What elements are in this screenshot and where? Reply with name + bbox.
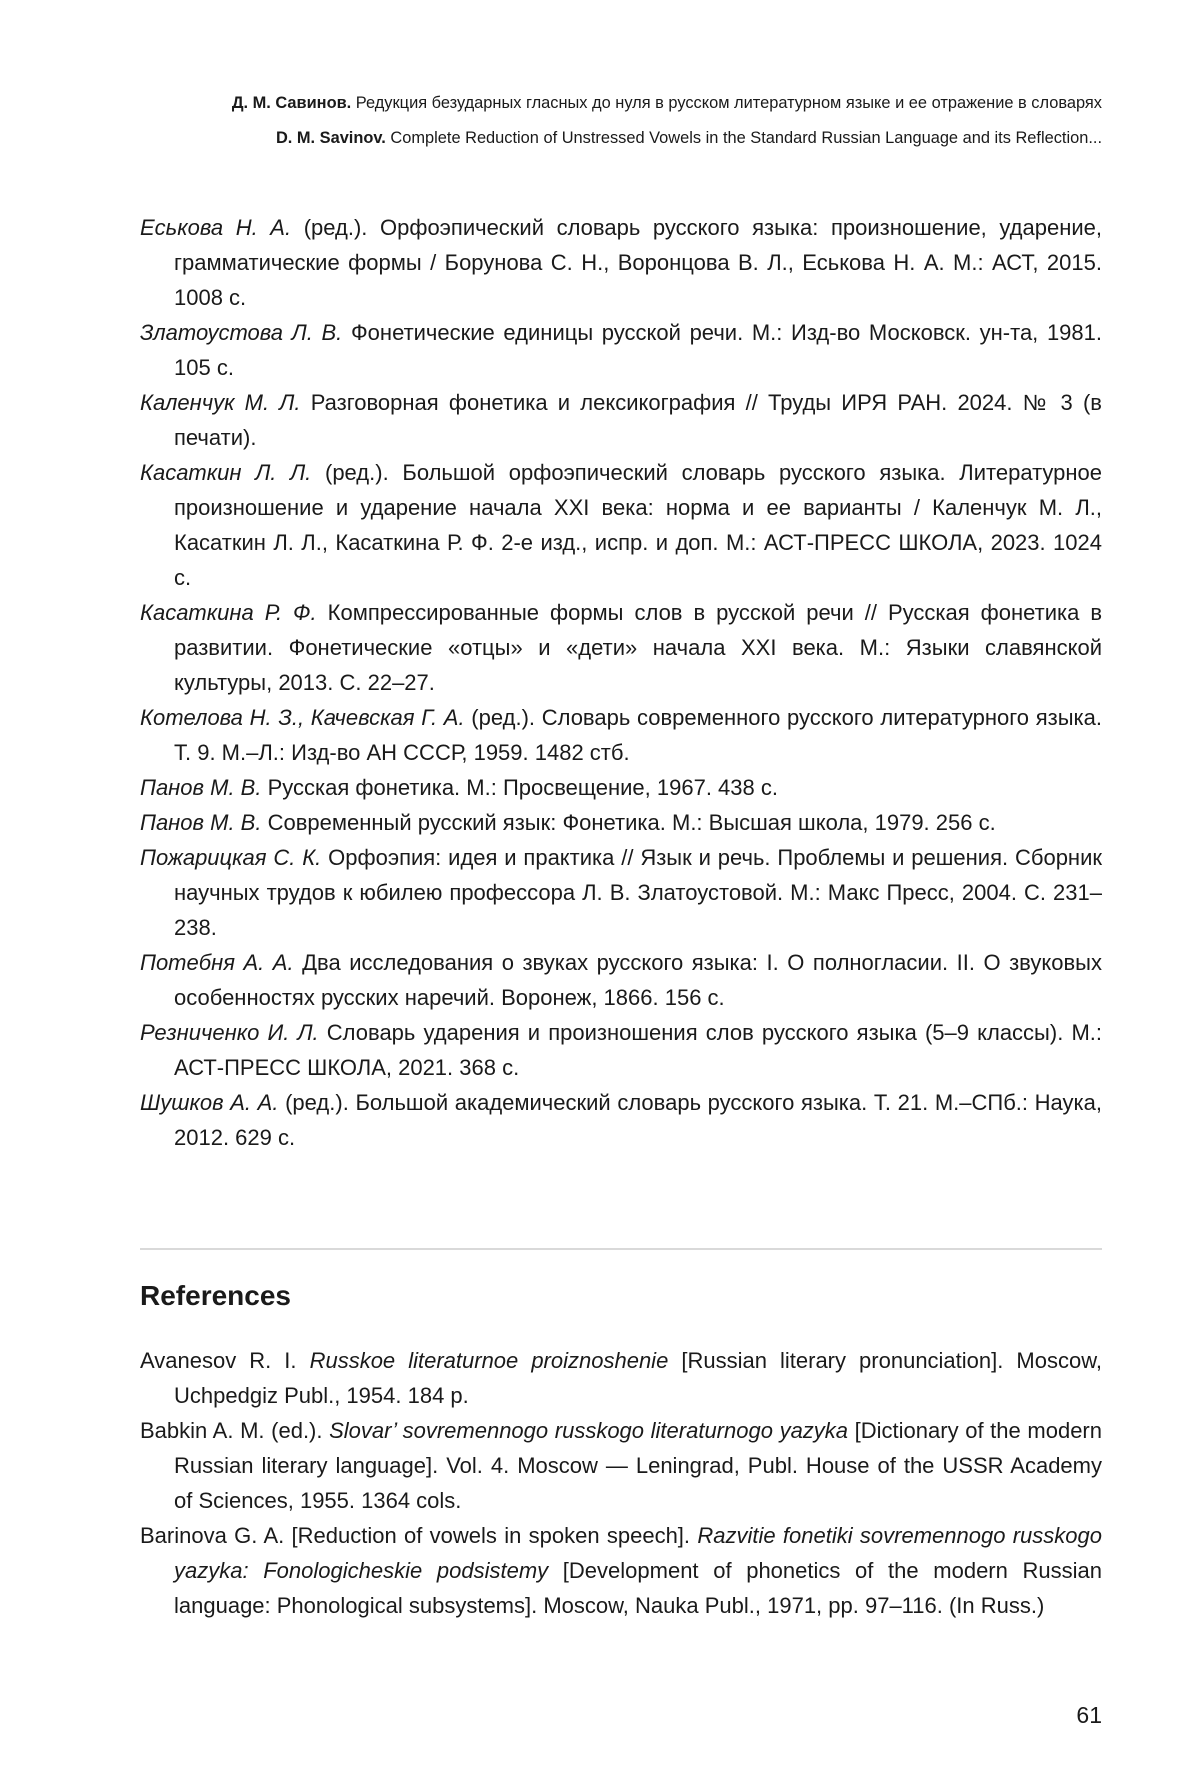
reference-entry — [140, 1518, 1102, 1623]
bibliography-entry — [140, 455, 1102, 595]
bibliography-entry — [140, 840, 1102, 945]
section-divider — [140, 1248, 1102, 1250]
entry-author: Панов М. В. — [140, 810, 262, 835]
references-list — [140, 1343, 1102, 1623]
running-head-title-ru: Редукция безударных гласных до нуля в русском литературном языке и ее отражение в словарях — [355, 94, 1102, 112]
entry-author: Резниченко И. Л. — [140, 1020, 319, 1045]
running-head-author-ru: Д. М. Савинов. — [231, 94, 352, 112]
entry-text: Русская фонетика. М.: Просвещение, 1967. 438 с. — [261, 775, 778, 800]
bibliography-list — [140, 210, 1102, 1155]
entry-text: (ред.). Словарь современного русского литературного языка. Т. 9. М.–Л.: Изд-во АН СССР, 1959. 1482 стб. — [174, 705, 1103, 765]
reference-entry — [140, 1413, 1102, 1518]
entry-author: Касаткин Л. Л. — [140, 460, 312, 485]
reference-title: Slovar’ sovremennogo russkogo literaturnogo yazyka — [329, 1418, 849, 1443]
reference-lead: Avanesov R. I. — [140, 1348, 310, 1373]
entry-author: Касаткина Р. Ф. — [140, 600, 317, 625]
reference-lead: Babkin A. M. (ed.). — [140, 1418, 330, 1443]
reference-title: Razvitie fonetiki sovremennogo russkogo yazyka: Fonologicheskie podsistemy — [174, 1523, 1103, 1583]
entry-text: Разговорная фонетика и лексикография // Труды ИРЯ РАН. 2024. № 3 (в печати). — [174, 390, 1102, 450]
entry-text: Современный русский язык: Фонетика. М.: Высшая школа, 1979. 256 с. — [261, 810, 996, 835]
reference-details: [Dictionary of the modern Russian literary language]. Vol. 4. Moscow — Leningrad, Publ. House of the USSR Academy of Sciences, 1955. 1364 cols. — [174, 1418, 1102, 1513]
entry-text: Компрессированные формы слов в русской речи // Русская фонетика в развитии. Фонетические «отцы» и «дети» начала XXI века. М.: Языки славянской культуры, 2013. С. 22–27. — [174, 600, 1103, 695]
reference-lead: Barinova G. A. [Reduction of vowels in spoken speech]. — [140, 1523, 698, 1548]
entry-author: Пожарицкая С. К. — [140, 845, 322, 870]
bibliography-entry — [140, 210, 1102, 315]
reference-details: [Russian literary pronunciation]. Moscow, Uchpedgiz Publ., 1954. 184 p. — [174, 1348, 1102, 1408]
bibliography-entry — [140, 805, 1102, 840]
entry-author: Шушков А. А. — [140, 1090, 279, 1115]
references-heading: References — [140, 1280, 291, 1311]
entry-author: Котелова Н. З., Качевская Г. А. — [140, 705, 465, 730]
entry-author: Потебня А. А. — [140, 950, 294, 975]
entry-text: (ред.). Большой академический словарь русского языка. Т. 21. М.–СПб.: Наука, 2012. 629 с. — [174, 1090, 1102, 1150]
bibliography-entry — [140, 315, 1102, 385]
bibliography-entry — [140, 770, 1102, 805]
reference-details: [Development of phonetics of the modern Russian language: Phonological subsystems]. Moscow, Nauka Publ., 1971, pp. 97–116. (In Russ.) — [174, 1558, 1103, 1618]
bibliography-entry — [140, 595, 1102, 700]
entry-author: Панов М. В. — [140, 775, 262, 800]
entry-author: Еськова Н. А. — [140, 215, 292, 240]
entry-author: Каленчук М. Л. — [140, 390, 301, 415]
entry-text: (ред.). Орфоэпический словарь русского языка: произношение, ударение, грамматические формы / Борунова С. Н., Воронцова В. Л., Еськова Н. А. М.: АСТ, 2015. 1008 с. — [174, 215, 1102, 310]
bibliography-entry — [140, 700, 1102, 770]
entry-text: Словарь ударения и произношения слов русского языка (5–9 классы). М.: АСТ-ПРЕСС ШКОЛА, 2021. 368 с. — [174, 1020, 1102, 1080]
running-head — [140, 86, 1102, 156]
bibliography-entry — [140, 1015, 1102, 1085]
reference-entry — [140, 1343, 1102, 1413]
bibliography-entry — [140, 945, 1102, 1015]
bibliography-entry — [140, 1085, 1102, 1155]
entry-text: Два исследования о звуках русского языка: I. О полногласии. II. О звуковых особенностях русских наречий. Воронеж, 1866. 156 с. — [174, 950, 1102, 1010]
bibliography-entry — [140, 385, 1102, 455]
entry-text: (ред.). Большой орфоэпический словарь русского языка. Литературное произношение и ударение начала XXI века: норма и ее варианты / Каленчук М. Л., Касаткин Л. Л., Касаткина Р. Ф. 2-е изд., испр. и доп. М.: АСТ-ПРЕСС ШКОЛА, 2023. 1024 с. — [174, 460, 1102, 590]
page-number: 61 — [1076, 1702, 1102, 1728]
running-head-author-en: D. M. Savinov. — [275, 129, 386, 147]
running-head-russian — [140, 86, 1102, 121]
running-head-english — [140, 121, 1102, 156]
entry-author: Златоустова Л. В. — [140, 320, 343, 345]
reference-title: Russkoe literaturnoe proiznoshenie — [309, 1348, 669, 1373]
running-head-title-en: Complete Reduction of Unstressed Vowels in the Standard Russian Language and its Reflection... — [390, 129, 1102, 147]
entry-text: Фонетические единицы русской речи. М.: Изд-во Московск. ун-та, 1981. 105 с. — [174, 320, 1102, 380]
entry-text: Орфоэпия: идея и практика // Язык и речь. Проблемы и решения. Сборник научных трудов к юбилею профессора Л. В. Златоустовой. М.: Макс Пресс, 2004. С. 231–238. — [174, 845, 1102, 940]
